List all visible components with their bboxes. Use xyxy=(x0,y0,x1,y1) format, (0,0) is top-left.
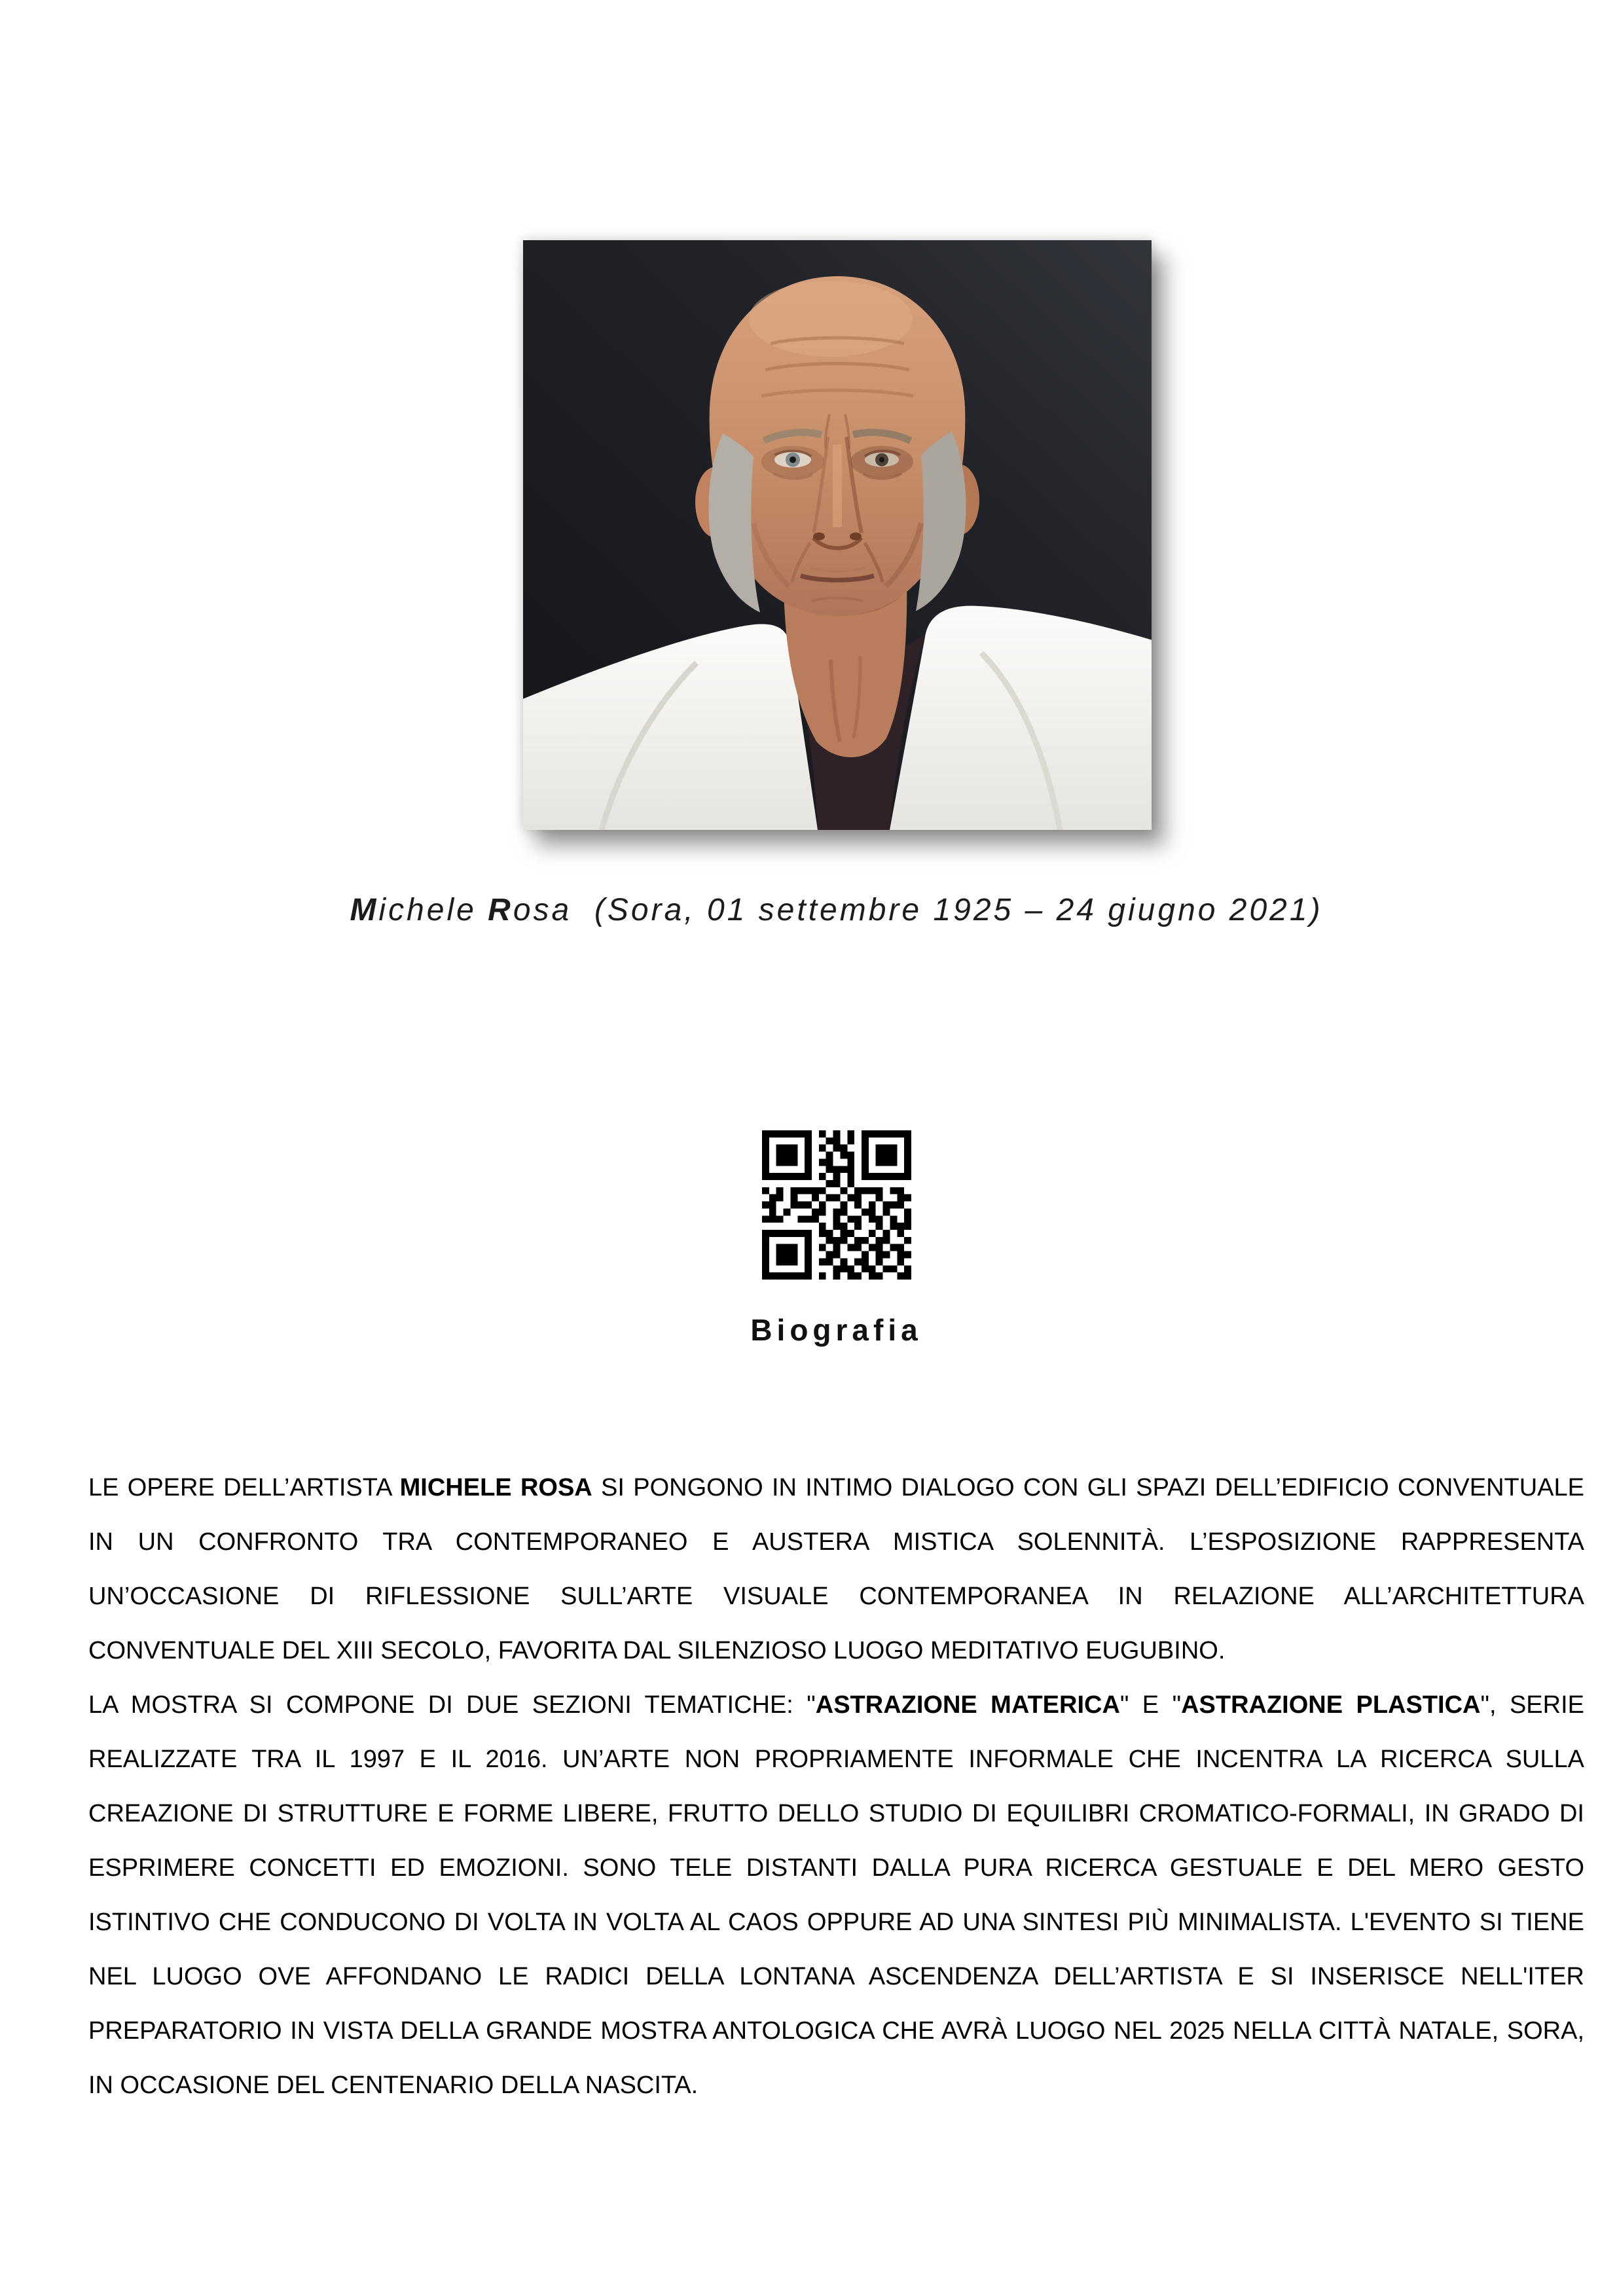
caption-segment: ichele xyxy=(378,893,488,927)
portrait-photo xyxy=(523,240,1152,830)
body-segment-bold: ASTRAZIONE MATERICA xyxy=(815,1691,1120,1719)
portrait-illustration xyxy=(523,240,1152,830)
body-segment-bold: ASTRAZIONE PLASTICA xyxy=(1181,1691,1481,1719)
body-segment: LE OPERE DELL’ARTISTA xyxy=(88,1474,400,1501)
body-segment: ", SERIE REALIZZATE TRA IL 1997 E IL 2016. UN’ARTE NON PROPRIAMENTE INFORMALE CHE INCENTRA LA RICERCA SULLA CREAZIONE DI STRUTTURE E FORME LIBERE, FRUTTO DELLO STUDIO DI EQUILIBRI CROMATICO-FORMALI, IN GRADO DI ESPRIMERE CONCETTI ED EMOZIONI. SONO TELE DISTANTI DALLA PURA RICERCA GESTUALE E DEL MERO GESTO ISTINTIVO CHE CONDUCONO DI VOLTA IN VOLTA AL CAOS OPPURE AD UNA SINTESI PIÙ MINIMALISTA. L'EVENTO SI TIENE NEL LUOGO OVE AFFONDANO LE RADICI DELLA LONTANA ASCENDENZA DELL’ARTISTA E SI INSERISCE NELL'ITER PREPARATORIO IN VISTA DELLA GRANDE MOSTRA ANTOLOGICA CHE AVRÀ LUOGO NEL 2025 NELLA CITTÀ NATALE, SORA, IN OCCASIONE DEL CENTENARIO DELLA NASCITA. xyxy=(88,1691,1584,2099)
body-segment: " E " xyxy=(1119,1691,1182,1719)
caption-segment: M xyxy=(350,893,379,927)
caption-segment: R xyxy=(488,893,513,927)
body-text xyxy=(88,1461,1584,2113)
body-segment: SI PONGONO IN INTIMO DIALOGO CON GLI SPAZI DELL’EDIFICIO CONVENTUALE IN UN CONFRONTO TRA CONTEMPORANEO E AUSTERA MISTICA SOLENNITÀ. L’ESPOSIZIONE RAPPRESENTA UN’OCCASIONE DI RIFLESSIONE SULL’ARTE VISUALE CONTEMPORANEA IN RELAZIONE ALL’ARCHITETTURA CONVENTUALE DEL XIII SECOLO, FAVORITA DAL SILENZIOSO LUOGO MEDITATIVO EUGUBINO. xyxy=(88,1474,1584,1664)
body-segment: LA MOSTRA SI COMPONE DI DUE SEZIONI TEMATICHE: " xyxy=(88,1691,816,1719)
qr-label: Biografia xyxy=(750,1313,922,1347)
body-segment-bold: MICHELE ROSA xyxy=(399,1474,592,1501)
body-paragraph-1 xyxy=(88,1461,1584,1678)
qr-block xyxy=(88,1130,1584,1348)
photo-caption xyxy=(88,891,1584,929)
caption-segment: osa (Sora, 01 settembre 1925 – 24 giugno 2021) xyxy=(513,893,1323,927)
qr-code xyxy=(762,1130,911,1280)
body-paragraph-2 xyxy=(88,1678,1584,2113)
